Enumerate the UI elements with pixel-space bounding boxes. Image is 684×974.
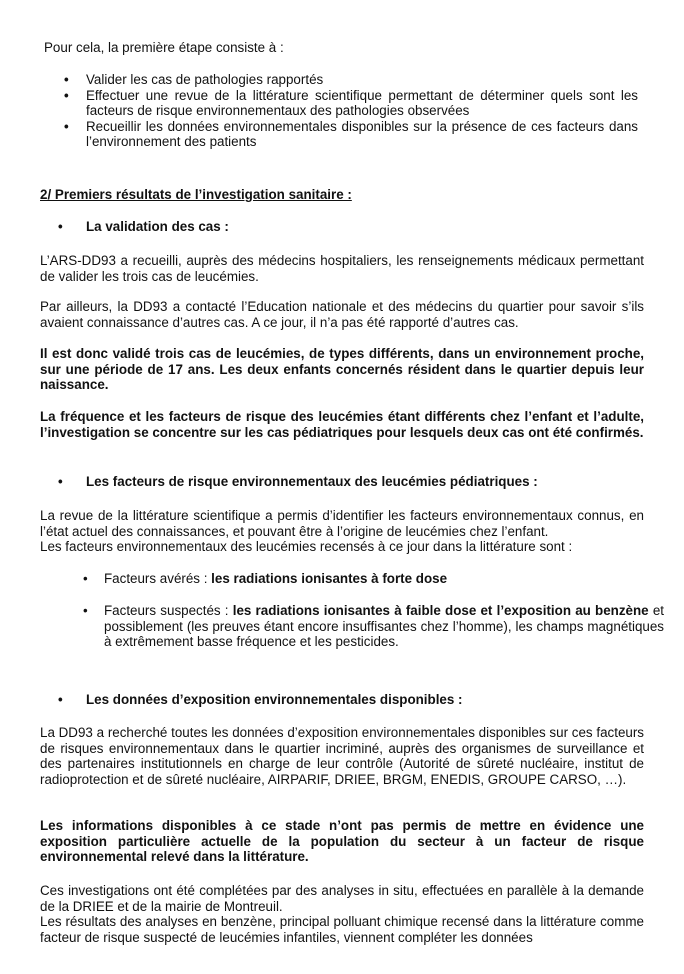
validation-paragraph-1: L’ARS-DD93 a recueilli, auprès des médecins hospitaliers, les renseignements médicaux permettant de valider les trois cas de leucémies. bbox=[40, 253, 644, 284]
list-item: • Effectuer une revue de la littérature scientifique permettant de déterminer quels sont les facteurs de risque environnementaux des pathologies observées bbox=[64, 88, 638, 119]
validation-heading: • La validation des cas : bbox=[58, 219, 229, 235]
validation-conclusion: Il est donc validé trois cas de leucémies, de types différents, dans un environnement proche, sur une période de 17 ans. Les deux enfants concernés résident dans le quartier depuis leur naissance. bbox=[40, 346, 644, 392]
risk-paragraph-2: Les facteurs environnementaux des leucémies recensés à ce jour dans la littérature sont : bbox=[40, 539, 573, 554]
list-item: • Valider les cas de pathologies rapportés bbox=[64, 72, 638, 88]
intro-text: Pour cela, la première étape consiste à : bbox=[44, 40, 284, 55]
risk-paragraph-1: La revue de la littérature scientifique a permis d’identifier les facteurs environnementaux connus, en l’état actuel des connaissances, et pouvant être à l’origine de leucémies chez l’enfant. bbox=[40, 508, 644, 539]
exposure-paragraph-4: Les résultats des analyses en benzène, principal polluant chimique recensé dans la littérature comme facteur de risque suspecté de leucémies infantiles, viennent compléter les données bbox=[40, 914, 644, 945]
exposure-data-heading: • Les données d’exposition environnementales disponibles : bbox=[58, 692, 463, 708]
section-2-title: 2/ Premiers résultats de l’investigation sanitaire : bbox=[40, 187, 352, 202]
exposure-paragraph-1: La DD93 a recherché toutes les données d’exposition environnementales disponibles sur ces facteurs de risques environnementaux dans le quartier incriminé, auprès des organismes de surveillance et des partenaires institutionnels en charge de leur contrôle (Autorité de sûreté nucléaire, institut de radioprotection et de sûreté nucléaire, AIRPARIF, DRIEE, BRGM, ENEDIS, GROUPE CARSO, …). bbox=[40, 725, 644, 787]
suspected-factors-item: • Facteurs suspectés : les radiations ionisantes à faible dose et l’exposition au benzène et possiblement (les preuves étant encore insuffisantes chez l’homme), les champs magnétiques à extrêmement basse fréquence et les pesticides. bbox=[83, 603, 664, 650]
steps-list bbox=[64, 72, 638, 150]
exposure-findings: Les informations disponibles à ce stade n’ont pas permis de mettre en évidence une exposition particulière actuelle de la population du secteur à un facteur de risque environnemental relevé dans la littérature. bbox=[40, 818, 644, 864]
validation-pediatric-focus: La fréquence et les facteurs de risque des leucémies étant différents chez l’enfant et l’adulte, l’investigation se concentre sur les cas pédiatriques pour lesquels deux cas ont été confirmés. bbox=[40, 409, 644, 440]
list-item: • Recueillir les données environnementales disponibles sur la présence de ces facteurs dans l’environnement des patients bbox=[64, 119, 638, 150]
exposure-paragraph-3: Ces investigations ont été complétées par des analyses in situ, effectuées en parallèle à la demande de la DRIEE et de la mairie de Montreuil. bbox=[40, 883, 644, 914]
proven-factors-item: • Facteurs avérés : les radiations ionisantes à forte dose bbox=[83, 571, 659, 587]
validation-paragraph-2: Par ailleurs, la DD93 a contacté l’Education nationale et des médecins du quartier pour savoir s’ils avaient connaissance d’autres cas. A ce jour, il n’a pas été rapporté d’autres cas. bbox=[40, 299, 644, 330]
risk-factors-heading: • Les facteurs de risque environnementaux des leucémies pédiatriques : bbox=[58, 474, 538, 490]
